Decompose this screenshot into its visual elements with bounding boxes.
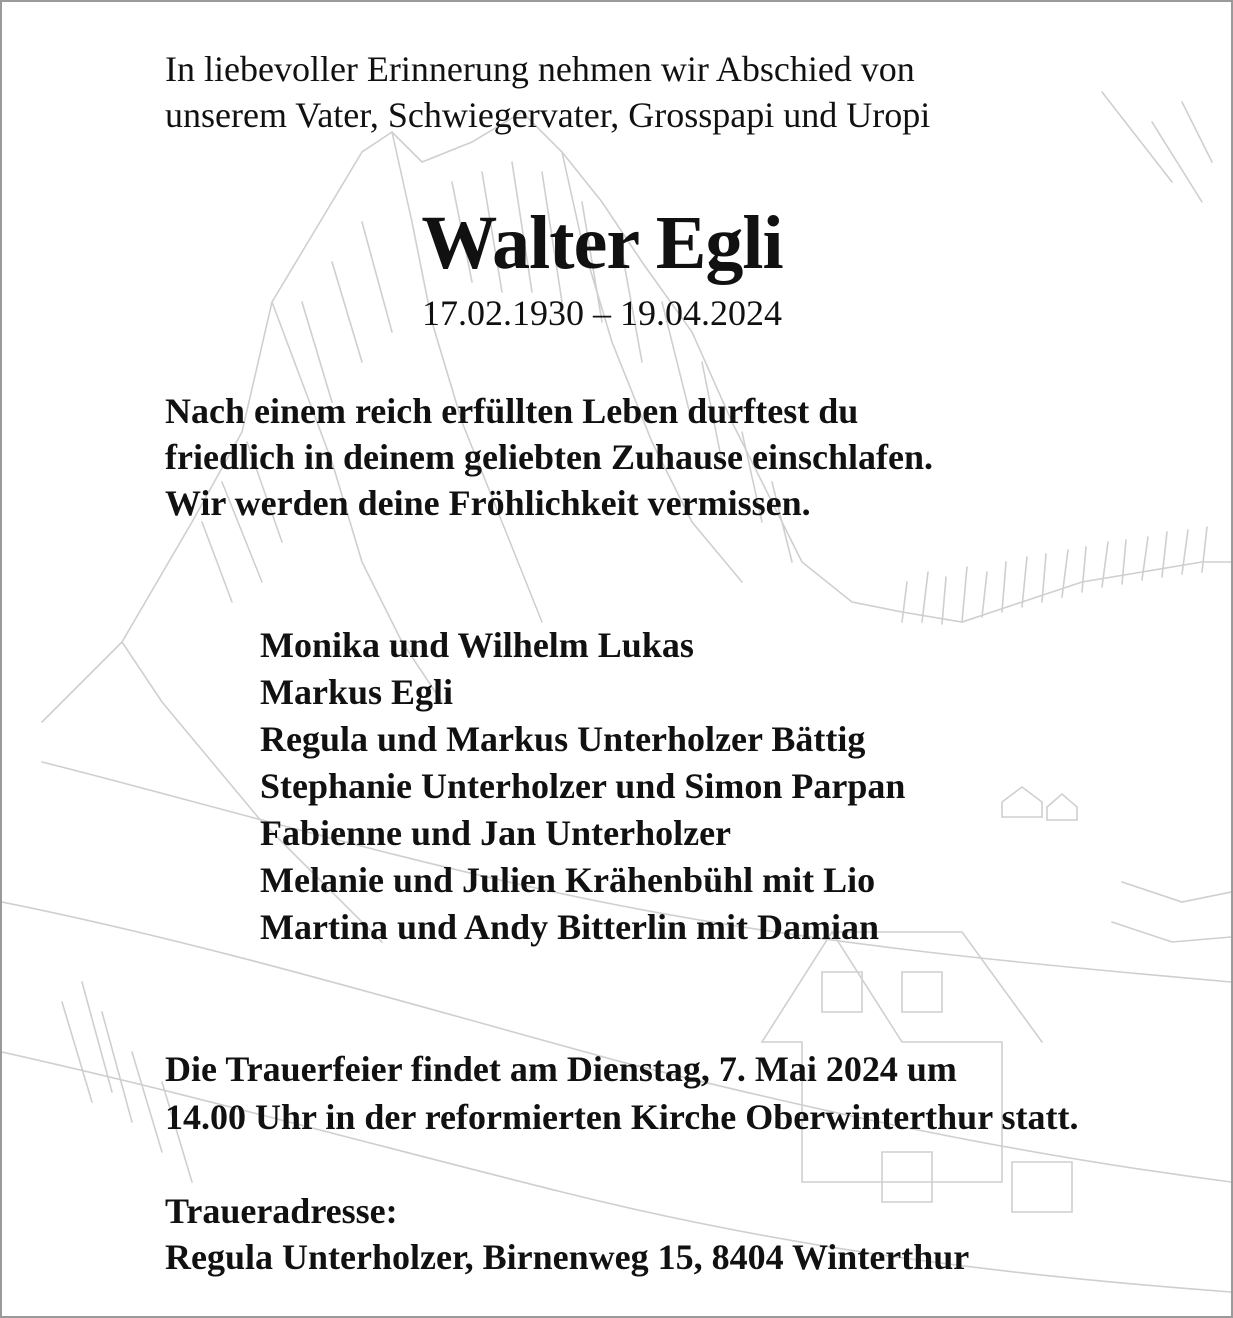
address-label: Traueradresse: (165, 1191, 398, 1231)
address-value: Regula Unterholzer, Birnenweg 15, 8404 Winterthur (165, 1237, 970, 1277)
service-line-1: Die Trauerfeier findet am Dienstag, 7. Mai 2024 um (165, 1049, 957, 1089)
mourner-3: Regula und Markus Unterholzer Bättig (260, 719, 866, 759)
mourner-7: Martina und Andy Bitterlin mit Damian (260, 907, 880, 947)
deceased-name: Walter Egli (421, 201, 783, 285)
mourner-1: Monika und Wilhelm Lukas (260, 625, 694, 665)
mourner-4: Stephanie Unterholzer und Simon Parpan (260, 766, 906, 806)
intro-line-2: unserem Vater, Schwiegervater, Grosspapi und Uropi (165, 95, 931, 135)
verse-line-2: friedlich in deinem geliebten Zuhause einschlafen. (165, 437, 934, 477)
life-dates: 17.02.1930 – 19.04.2024 (422, 293, 782, 333)
mourner-5: Fabienne und Jan Unterholzer (260, 813, 732, 853)
mourner-2: Markus Egli (260, 672, 454, 712)
verse-line-3: Wir werden deine Fröhlichkeit vermissen. (165, 483, 811, 523)
intro-line-1: In liebevoller Erinnerung nehmen wir Abschied von (165, 49, 915, 89)
mourner-6: Melanie und Julien Krähenbühl mit Lio (260, 860, 876, 900)
service-line-2: 14.00 Uhr in der reformierten Kirche Oberwinterthur statt. (165, 1097, 1079, 1137)
verse-line-1: Nach einem reich erfüllten Leben durftest du (165, 391, 859, 431)
obituary-text (2, 2, 1231, 1316)
